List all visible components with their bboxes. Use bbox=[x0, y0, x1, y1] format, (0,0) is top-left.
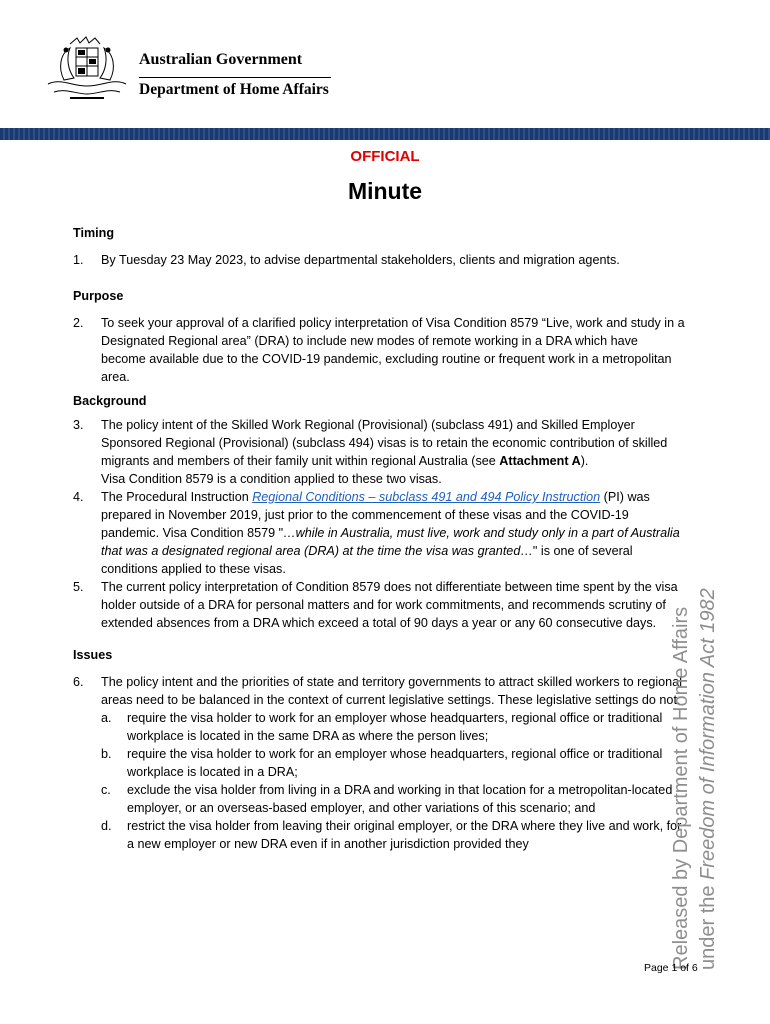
stamp-act-name: Freedom of Information Act 1982 bbox=[697, 588, 719, 880]
header-band bbox=[0, 128, 770, 140]
paragraph-6 bbox=[73, 673, 685, 709]
policy-instruction-link[interactable]: Regional Conditions – subclass 491 and 494 Policy Instruction bbox=[252, 490, 601, 504]
paragraph-number: 6. bbox=[73, 675, 84, 689]
paragraph-text: The Procedural Instruction bbox=[101, 490, 253, 504]
document-body bbox=[73, 224, 685, 853]
heading-purpose: Purpose bbox=[73, 289, 124, 303]
list-item bbox=[73, 781, 685, 817]
list-item bbox=[73, 745, 685, 781]
paragraph-number: 4. bbox=[73, 490, 84, 504]
stamp-line-2 bbox=[695, 588, 722, 970]
page-number: Page 1 of 6 bbox=[644, 962, 698, 974]
security-classification: OFFICIAL bbox=[350, 148, 420, 165]
condition-quote: …while in Australia, must live, work and study only in a part of Australia that was a designated regional area (DRA) at the time the visa was granted… bbox=[101, 526, 680, 558]
department-label: Department of Home Affairs bbox=[139, 81, 329, 98]
paragraph-4 bbox=[73, 488, 685, 578]
paragraph-number: 1. bbox=[73, 253, 84, 267]
paragraph-text: To seek your approval of a clarified policy interpretation of Visa Condition 8579 “Live, work and study in a Designated Regional area” (DRA) to include new modes of remote working in a DRA which have become available due to the COVID-19 pandemic, excluding routine or frequent work in a metropolitan area. bbox=[101, 316, 685, 384]
paragraph-text: The current policy interpretation of Condition 8579 does not differentiate between time spent by the visa holder outside of a DRA for personal matters and for work commitments, and recommends scrutiny of extended absences from a DRA which exceed a total of 90 days a year or any 60 consecutive days. bbox=[101, 580, 678, 630]
agency-divider bbox=[139, 77, 331, 78]
list-item-letter: d. bbox=[101, 819, 112, 833]
list-item bbox=[73, 817, 685, 853]
list-item bbox=[73, 709, 685, 745]
attachment-reference: Attachment A bbox=[499, 454, 581, 468]
paragraph-3 bbox=[73, 416, 685, 488]
list-item-text: restrict the visa holder from leaving their original employer, or the DRA where they live and work, for a new employer or new DRA even if in another jurisdiction provided they bbox=[127, 819, 682, 851]
heading-background: Background bbox=[73, 394, 147, 408]
paragraph-2 bbox=[73, 314, 685, 386]
paragraph-text: " is one of several conditions applied to these visas. bbox=[101, 544, 633, 576]
list-item-text: require the visa holder to work for an employer whose headquarters, regional office or traditional workplace is located in a DRA; bbox=[127, 747, 663, 779]
paragraph-text: The policy intent and the priorities of state and territory governments to attract skilled workers to regional areas need to be balanced in the context of current legislative settings. These legislative settings do not: bbox=[101, 675, 682, 707]
list-item-letter: b. bbox=[101, 747, 112, 761]
document-title: Minute bbox=[347, 178, 423, 204]
paragraph-5 bbox=[73, 578, 685, 632]
list-item-letter: c. bbox=[101, 783, 111, 797]
paragraph-text: The policy intent of the Skilled Work Regional (Provisional) (subclass 491) and Skilled Employer Sponsored Regional (Provisional) (subclass 494) visas is to retain the economic contribution of skilled migrants and members of their family unit within regional Australia (see bbox=[101, 418, 668, 468]
stamp-prefix: under the bbox=[697, 879, 719, 970]
paragraph-text: By Tuesday 23 May 2023, to advise departmental stakeholders, clients and migration agents. bbox=[101, 253, 620, 267]
heading-timing: Timing bbox=[73, 226, 115, 240]
stamp-line-1: Released by Department of Home Affairs bbox=[670, 606, 692, 970]
heading-issues: Issues bbox=[73, 648, 113, 662]
paragraph-text: Visa Condition 8579 is a condition applied to these two visas. bbox=[101, 472, 442, 486]
paragraph-text: (PI) was prepared in November 2019, just prior to the commencement of these visas and the COVID-19 pandemic. Visa Condition 8579 " bbox=[101, 490, 650, 540]
paragraph-number: 2. bbox=[73, 316, 84, 330]
paragraph-text: ). bbox=[580, 454, 589, 468]
paragraph-number: 5. bbox=[73, 580, 84, 594]
list-item-text: exclude the visa holder from living in a DRA and working in that location for a metropolitan-located employer, or an overseas-based employer, and other variations of this scenario; and bbox=[127, 783, 673, 815]
government-label: Australian Government bbox=[139, 51, 303, 68]
paragraph-1 bbox=[73, 251, 685, 269]
agency-name bbox=[139, 50, 329, 100]
paragraph-number: 3. bbox=[73, 418, 84, 432]
coat-of-arms-logo bbox=[40, 34, 134, 104]
list-item-text: require the visa holder to work for an employer whose headquarters, regional office or traditional workplace is located in the same DRA as where the person lives; bbox=[127, 711, 663, 743]
list-item-letter: a. bbox=[101, 711, 112, 725]
